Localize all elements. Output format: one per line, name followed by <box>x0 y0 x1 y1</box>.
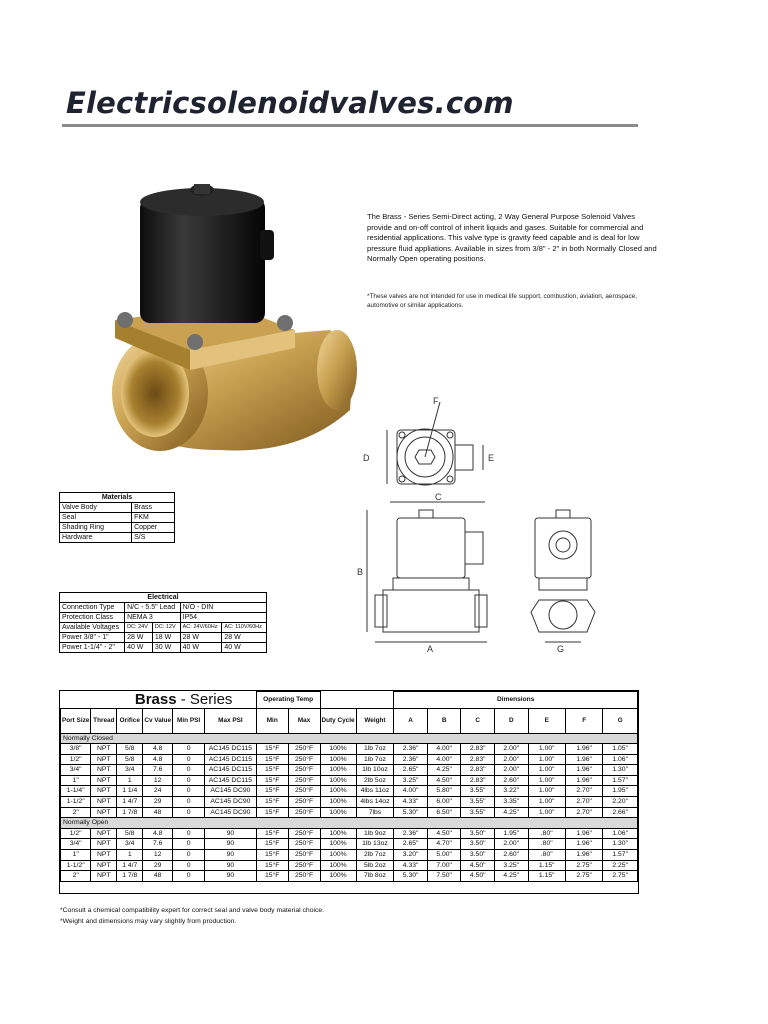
table-cell: 1-1/4" <box>61 786 91 797</box>
table-cell: 1.00" <box>528 797 565 808</box>
materials-row <box>60 533 175 543</box>
table-row <box>61 850 638 861</box>
table-cell: 250°F <box>288 860 320 871</box>
table-cell: 2.00" <box>494 754 528 765</box>
table-cell: 4.70" <box>427 839 461 850</box>
table-cell: 1lb 7oz <box>356 744 394 755</box>
table-cell: 4.00" <box>427 744 461 755</box>
table-cell: AC145 DC115 <box>205 744 257 755</box>
table-cell: 250°F <box>288 839 320 850</box>
table-cell: 1 1/4 <box>117 786 143 797</box>
material-value: Brass <box>132 503 175 513</box>
table-cell: 7.6 <box>143 839 173 850</box>
series-title: Brass - Series <box>134 690 233 708</box>
table-cell: 250°F <box>288 807 320 818</box>
table-cell: 1.96" <box>565 754 602 765</box>
material-part: Valve Body <box>60 503 132 513</box>
table-cell: 2.75" <box>603 871 638 882</box>
table-cell: 48 <box>143 807 173 818</box>
table-cell: 1.00" <box>528 765 565 776</box>
table-cell: 4.25" <box>494 807 528 818</box>
table-cell: 4.25" <box>427 765 461 776</box>
table-cell: 48 <box>143 871 173 882</box>
table-cell: 100% <box>320 850 356 861</box>
label-g: G <box>557 644 565 654</box>
table-cell: 2.36" <box>394 754 428 765</box>
normally-open-section: Normally Open <box>61 818 638 829</box>
table-cell: 3.35" <box>494 797 528 808</box>
column-header: C <box>461 708 495 733</box>
dimension-drawing <box>355 390 615 660</box>
table-cell: 4.33" <box>394 860 428 871</box>
voltages-row: Available Voltages DC: 24V DC: 12V AC: 24V/60Hz AC: 110V/60Hz <box>60 623 267 633</box>
column-header: Min PSI <box>173 708 205 733</box>
table-cell: 250°F <box>288 775 320 786</box>
table-cell: 4.50" <box>461 860 495 871</box>
table-cell: 15°F <box>256 775 288 786</box>
label-e: E <box>488 453 495 463</box>
electrical-table <box>59 592 267 653</box>
table-cell: 2" <box>61 807 91 818</box>
table-cell: 1.96" <box>565 744 602 755</box>
table-cell: 1.96" <box>565 850 602 861</box>
table-cell: 0 <box>173 765 205 776</box>
column-header: E <box>528 708 565 733</box>
table-cell: 2.60" <box>494 775 528 786</box>
table-cell: 4.50" <box>427 775 461 786</box>
table-cell: 4.33" <box>394 797 428 808</box>
normally-closed-section: Normally Closed <box>61 733 638 744</box>
material-value: S/S <box>132 533 175 543</box>
table-cell: 3/4" <box>61 839 91 850</box>
table-cell: 2" <box>61 871 91 882</box>
table-cell: 2.75" <box>565 860 602 871</box>
protection-row: Protection Class NEMA 3 IP54 <box>60 613 267 623</box>
table-cell: 29 <box>143 860 173 871</box>
table-cell: 3.50" <box>461 850 495 861</box>
table-cell: AC145 DC115 <box>205 765 257 776</box>
table-cell: .80" <box>528 850 565 861</box>
dimensions-group: Dimensions <box>394 692 638 709</box>
table-cell: 6.00" <box>427 797 461 808</box>
table-cell: 250°F <box>288 871 320 882</box>
table-cell: NPT <box>91 797 117 808</box>
table-cell: AC145 DC115 <box>205 775 257 786</box>
table-cell: NPT <box>91 871 117 882</box>
table-cell: 1.15" <box>528 871 565 882</box>
table-cell: 5.00" <box>427 850 461 861</box>
table-cell: 3/4 <box>117 765 143 776</box>
table-cell: 6.50" <box>427 807 461 818</box>
table-cell: 2.83" <box>461 744 495 755</box>
table-cell: 2.75" <box>565 871 602 882</box>
table-cell: 5lb 2oz <box>356 860 394 871</box>
table-cell: 250°F <box>288 744 320 755</box>
material-value: Copper <box>132 523 175 533</box>
table-cell: 0 <box>173 839 205 850</box>
column-header: Weight <box>356 708 394 733</box>
table-cell: 2lb 7oz <box>356 850 394 861</box>
table-cell: 1.95" <box>603 786 638 797</box>
table-cell: 3.55" <box>461 786 495 797</box>
table-cell: 0 <box>173 797 205 808</box>
electrical-title: Electrical <box>60 593 267 603</box>
table-cell: 1.00" <box>528 754 565 765</box>
table-cell: AC145 DC115 <box>205 754 257 765</box>
table-cell: 3/8" <box>61 744 91 755</box>
materials-row <box>60 513 175 523</box>
table-cell: 1.95" <box>494 828 528 839</box>
table-cell: AC145 DC90 <box>205 797 257 808</box>
table-cell: 2.20" <box>603 797 638 808</box>
table-cell: 7lbs <box>356 807 394 818</box>
table-cell: 4.50" <box>461 871 495 882</box>
table-cell: 5/8 <box>117 744 143 755</box>
table-cell: 0 <box>173 860 205 871</box>
table-cell: 250°F <box>288 765 320 776</box>
table-cell: 4.8 <box>143 828 173 839</box>
table-cell: 2.00" <box>494 839 528 850</box>
table-cell: 100% <box>320 839 356 850</box>
table-cell: 0 <box>173 850 205 861</box>
table-cell: 29 <box>143 797 173 808</box>
table-cell: 100% <box>320 871 356 882</box>
table-cell: 0 <box>173 871 205 882</box>
table-cell: 1 <box>117 775 143 786</box>
table-cell: 24 <box>143 786 173 797</box>
table-cell: 1.96" <box>565 839 602 850</box>
table-cell: 1-1/2" <box>61 860 91 871</box>
table-cell: 100% <box>320 744 356 755</box>
table-cell: 5.30" <box>394 807 428 818</box>
column-header: Max <box>288 708 320 733</box>
series-header-row <box>61 692 638 709</box>
table-cell: 1.15" <box>528 860 565 871</box>
table-row <box>61 744 638 755</box>
table-cell: 15°F <box>256 754 288 765</box>
table-cell: 2.65" <box>394 839 428 850</box>
table-cell: 5.80" <box>427 786 461 797</box>
table-cell: 1 <box>117 850 143 861</box>
table-cell: 2.60" <box>494 850 528 861</box>
table-cell: 1.30" <box>603 765 638 776</box>
table-cell: 3.20" <box>394 850 428 861</box>
table-cell: 0 <box>173 754 205 765</box>
table-cell: 4.25" <box>494 871 528 882</box>
table-cell: 250°F <box>288 786 320 797</box>
table-cell: 1.96" <box>565 765 602 776</box>
table-cell: 5/8 <box>117 754 143 765</box>
table-cell: 12 <box>143 850 173 861</box>
table-row <box>61 839 638 850</box>
table-cell: 1lb 13oz <box>356 839 394 850</box>
table-cell: 0 <box>173 807 205 818</box>
operating-temp-group: Operating Temp <box>256 692 320 709</box>
table-cell: 1.96" <box>565 828 602 839</box>
table-cell: 1/2" <box>61 828 91 839</box>
column-header: D <box>494 708 528 733</box>
material-part: Hardware <box>60 533 132 543</box>
table-cell: 2lb 5oz <box>356 775 394 786</box>
power-row-small: Power 3/8" - 1" 28 W 18 W 28 W 28 W <box>60 633 267 643</box>
series-spec-table <box>59 690 639 894</box>
table-cell: 1" <box>61 775 91 786</box>
table-cell: AC145 DC90 <box>205 807 257 818</box>
table-cell: 100% <box>320 807 356 818</box>
table-cell: 1.57" <box>603 775 638 786</box>
table-row <box>61 807 638 818</box>
material-part: Seal <box>60 513 132 523</box>
table-row <box>61 754 638 765</box>
table-cell: 250°F <box>288 754 320 765</box>
table-cell: 1.00" <box>528 807 565 818</box>
table-cell: 2.36" <box>394 828 428 839</box>
table-cell: NPT <box>91 839 117 850</box>
table-cell: NPT <box>91 754 117 765</box>
table-cell: 15°F <box>256 860 288 871</box>
column-header: Duty Cycle <box>320 708 356 733</box>
table-row <box>61 828 638 839</box>
table-cell: NPT <box>91 775 117 786</box>
table-cell: 90 <box>205 850 257 861</box>
table-cell: 4.00" <box>427 754 461 765</box>
material-value: FKM <box>132 513 175 523</box>
table-cell: 3.55" <box>461 807 495 818</box>
table-cell: 90 <box>205 828 257 839</box>
connection-row: Connection Type N/C - 5.5" Lead N/O - DIN <box>60 603 267 613</box>
table-cell: 2.83" <box>461 775 495 786</box>
table-cell: 90 <box>205 871 257 882</box>
table-cell: 2.83" <box>461 754 495 765</box>
table-cell: 3.22" <box>494 786 528 797</box>
table-cell: 1" <box>61 850 91 861</box>
table-cell: 250°F <box>288 797 320 808</box>
column-header: Port Size <box>61 708 91 733</box>
table-cell: 1-1/2" <box>61 797 91 808</box>
table-cell: 3.50" <box>461 828 495 839</box>
table-cell: 2.70" <box>565 786 602 797</box>
table-cell: 3.25" <box>494 860 528 871</box>
table-cell: 15°F <box>256 828 288 839</box>
table-row <box>61 786 638 797</box>
site-title: Electricsolenoidvalves.com <box>66 86 514 120</box>
column-header: F <box>565 708 602 733</box>
table-cell: 2.70" <box>565 807 602 818</box>
table-cell: 100% <box>320 754 356 765</box>
footer-notes <box>60 906 324 927</box>
table-cell: NPT <box>91 765 117 776</box>
power-row-large: Power 1-1/4" - 2" 40 W 30 W 40 W 40 W <box>60 643 267 653</box>
table-cell: 1.06" <box>603 754 638 765</box>
table-cell: 3.25" <box>394 775 428 786</box>
table-cell: 4lbs 14oz <box>356 797 394 808</box>
table-cell: 15°F <box>256 797 288 808</box>
materials-row <box>60 523 175 533</box>
table-cell: 1.30" <box>603 839 638 850</box>
materials-row <box>60 503 175 513</box>
table-cell: 3/4" <box>61 765 91 776</box>
table-cell: 100% <box>320 860 356 871</box>
footer-note-1: *Consult a chemical compatibility expert for correct seal and valve body material choice. <box>60 907 325 914</box>
table-cell: 4.00" <box>394 786 428 797</box>
table-cell: NPT <box>91 744 117 755</box>
table-cell: 1 4/7 <box>117 860 143 871</box>
table-cell: 0 <box>173 744 205 755</box>
table-cell: 1.00" <box>528 744 565 755</box>
table-cell: 2.66" <box>603 807 638 818</box>
table-cell: 1lb 10oz <box>356 765 394 776</box>
table-cell: 4.8 <box>143 754 173 765</box>
product-description: The Brass - Series Semi-Direct acting, 2 Way General Purpose Solenoid Valves provide and on-off control of inherit liquids and gases. Suitable for commercial and residential applications. This valve type is gravity feed capable and is deal for low pressure fluid appliations. Available in sizes from 3/8" - 2" in both Normally Closed and Normally Open operating positions. <box>367 212 657 263</box>
title-divider <box>62 124 638 127</box>
table-cell: 250°F <box>288 850 320 861</box>
table-cell: 15°F <box>256 850 288 861</box>
materials-title: Materials <box>60 493 175 503</box>
column-header: Min <box>256 708 288 733</box>
table-row <box>61 871 638 882</box>
column-header: B <box>427 708 461 733</box>
application-disclaimer: *These valves are not intended for use in medical life support, combustion, aviation, aerospace, automotive or similar applications. <box>367 293 637 309</box>
column-header: G <box>603 708 638 733</box>
table-cell: NPT <box>91 807 117 818</box>
table-cell: 2.00" <box>494 765 528 776</box>
table-cell: 1.00" <box>528 786 565 797</box>
table-cell: 15°F <box>256 744 288 755</box>
table-row <box>61 797 638 808</box>
column-headers <box>61 708 638 733</box>
label-a: A <box>427 644 434 654</box>
table-cell: 1.00" <box>528 775 565 786</box>
table-cell: 1lb 7oz <box>356 754 394 765</box>
column-header: Cv Value <box>143 708 173 733</box>
table-cell: 2.83" <box>461 765 495 776</box>
label-c: C <box>435 492 442 502</box>
table-cell: 0 <box>173 828 205 839</box>
table-cell: 5.30" <box>394 871 428 882</box>
table-row <box>61 775 638 786</box>
table-cell: 4lbs 11oz <box>356 786 394 797</box>
table-cell: 4.50" <box>427 828 461 839</box>
table-cell: 15°F <box>256 765 288 776</box>
table-cell: 15°F <box>256 786 288 797</box>
table-cell: 3/4 <box>117 839 143 850</box>
table-cell: 2.65" <box>394 765 428 776</box>
table-cell: 1 7/8 <box>117 807 143 818</box>
table-cell: 100% <box>320 786 356 797</box>
table-cell: 1 7/8 <box>117 871 143 882</box>
table-cell: 1.06" <box>603 828 638 839</box>
table-cell: AC145 DC90 <box>205 786 257 797</box>
table-cell: 1lb 9oz <box>356 828 394 839</box>
table-cell: 100% <box>320 765 356 776</box>
material-part: Shading Ring <box>60 523 132 533</box>
table-cell: 2.25" <box>603 860 638 871</box>
table-cell: .80" <box>528 839 565 850</box>
label-d: D <box>363 453 370 463</box>
table-cell: 7.00" <box>427 860 461 871</box>
table-cell: 12 <box>143 775 173 786</box>
table-cell: NPT <box>91 828 117 839</box>
table-cell: 2.70" <box>565 797 602 808</box>
table-cell: 3.50" <box>461 839 495 850</box>
table-cell: 7.50" <box>427 871 461 882</box>
table-cell: 0 <box>173 775 205 786</box>
table-cell: 1.05" <box>603 744 638 755</box>
table-cell: 90 <box>205 839 257 850</box>
table-cell: 2.00" <box>494 744 528 755</box>
table-cell: NPT <box>91 786 117 797</box>
table-cell: 15°F <box>256 807 288 818</box>
column-header: Orifice <box>117 708 143 733</box>
table-cell: 100% <box>320 828 356 839</box>
table-cell: 7lb 8oz <box>356 871 394 882</box>
table-cell: 15°F <box>256 871 288 882</box>
table-cell: 3.55" <box>461 797 495 808</box>
table-cell: .80" <box>528 828 565 839</box>
table-cell: 100% <box>320 797 356 808</box>
label-b: B <box>357 567 364 577</box>
column-header: Thread <box>91 708 117 733</box>
table-row <box>61 860 638 871</box>
solenoid-valve-photo <box>100 180 365 470</box>
table-cell: 1 4/7 <box>117 797 143 808</box>
table-cell: 250°F <box>288 828 320 839</box>
table-row <box>61 765 638 776</box>
table-cell: NPT <box>91 860 117 871</box>
table-cell: 1.96" <box>565 775 602 786</box>
footer-note-2: *Weight and dimensions may vary slightly from production. <box>60 917 237 925</box>
table-cell: 0 <box>173 786 205 797</box>
label-f: F <box>433 396 439 406</box>
table-cell: 90 <box>205 860 257 871</box>
table-cell: 100% <box>320 775 356 786</box>
table-cell: 5/8 <box>117 828 143 839</box>
table-cell: 7.6 <box>143 765 173 776</box>
table-cell: 1.57" <box>603 850 638 861</box>
materials-table <box>59 492 175 543</box>
table-cell: 15°F <box>256 839 288 850</box>
table-cell: 2.36" <box>394 744 428 755</box>
table-cell: 1/2" <box>61 754 91 765</box>
table-cell: NPT <box>91 850 117 861</box>
table-cell: 4.8 <box>143 744 173 755</box>
column-header: Max PSI <box>205 708 257 733</box>
column-header: A <box>394 708 428 733</box>
